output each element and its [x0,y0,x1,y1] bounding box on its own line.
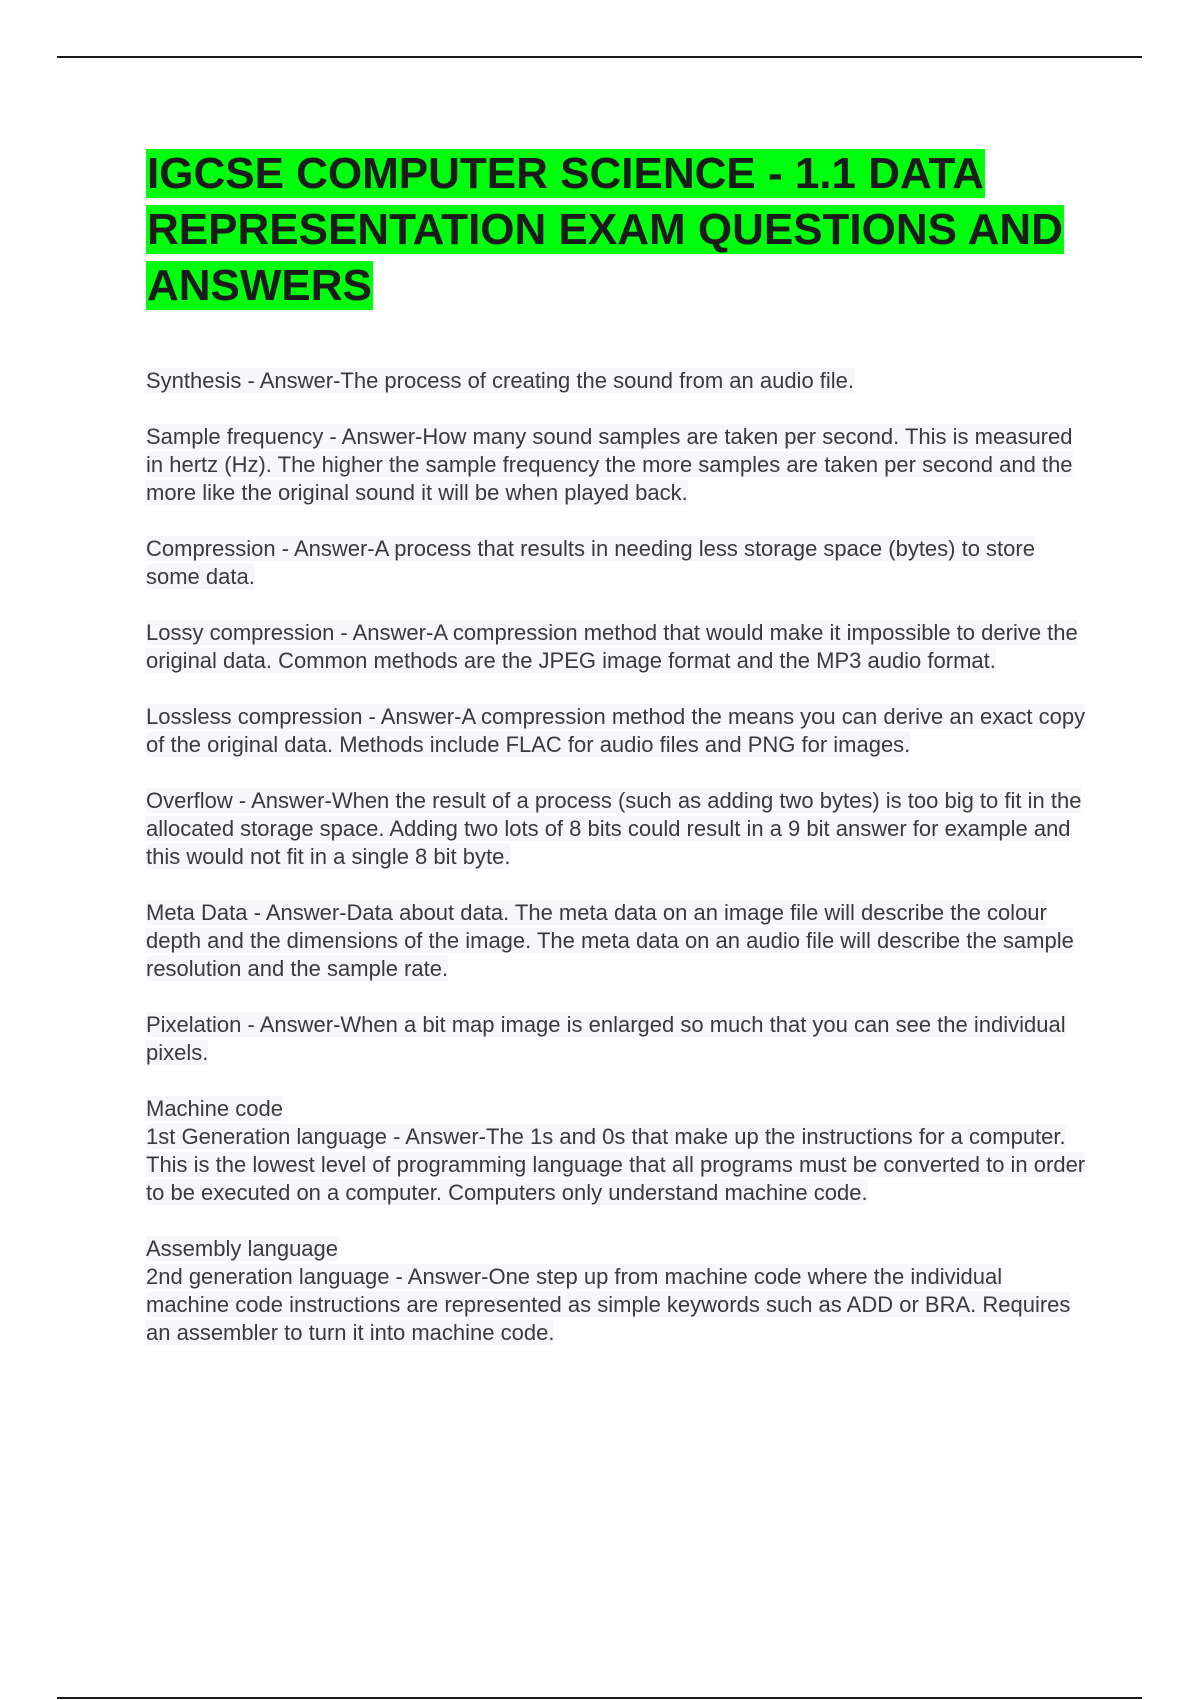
page-title [146,146,1076,314]
qa-text: Overflow - Answer-When the result of a process (such as adding two bytes) is too big to fit in the allocated storage space. Adding two lots of 8 bits could result in a 9 bit answer for example and this would not fit in a single 8 bit byte. [146,788,1082,869]
qa-entry-sample-frequency [146,423,1091,507]
qa-text: Lossless compression - Answer-A compression method the means you can derive an exact copy of the original data. Methods include FLAC for audio files and PNG for images. [146,704,1086,757]
qa-heading: Assembly language [146,1236,339,1261]
qa-entry-assembly-language [146,1235,1091,1347]
qa-text: Synthesis - Answer-The process of creating the sound from an audio file. [146,368,855,393]
qa-text: Pixelation - Answer-When a bit map image is enlarged so much that you can see the individual pixels. [146,1012,1066,1065]
qa-text: 1st Generation language - Answer-The 1s and 0s that make up the instructions for a computer. This is the lowest level of programming language that all programs must be converted to in order to be executed on a computer. Computers only understand machine code. [146,1124,1086,1205]
qa-entry-lossless-compression [146,703,1091,759]
qa-entry-compression [146,535,1091,591]
qa-list [146,367,1091,1375]
qa-text: Compression - Answer-A process that results in needing less storage space (bytes) to store some data. [146,536,1035,589]
top-rule [57,56,1142,58]
title-highlight: IGCSE COMPUTER SCIENCE - 1.1 DATA REPRESENTATION EXAM QUESTIONS AND ANSWERS [147,149,1063,310]
qa-entry-meta-data [146,899,1091,983]
qa-text: 2nd generation language - Answer-One step up from machine code where the individual machine code instructions are represented as simple keywords such as ADD or BRA. Requires an assembler to turn it into machine code. [146,1264,1071,1345]
qa-entry-machine-code [146,1095,1091,1207]
qa-entry-pixelation [146,1011,1091,1067]
qa-entry-overflow [146,787,1091,871]
qa-text: Meta Data - Answer-Data about data. The meta data on an image file will describe the colour depth and the dimensions of the image. The meta data on an audio file will describe the sample resolution and the sample rate. [146,900,1074,981]
qa-text: Sample frequency - Answer-How many sound samples are taken per second. This is measured in hertz (Hz). The higher the sample frequency the more samples are taken per second and the more like the original sound it will be when played back. [146,424,1073,505]
bottom-rule [57,1697,1142,1699]
qa-entry-synthesis [146,367,1091,395]
qa-heading: Machine code [146,1096,283,1121]
qa-text: Lossy compression - Answer-A compression method that would make it impossible to derive the original data. Common methods are the JPEG image format and the MP3 audio format. [146,620,1078,673]
qa-entry-lossy-compression [146,619,1091,675]
